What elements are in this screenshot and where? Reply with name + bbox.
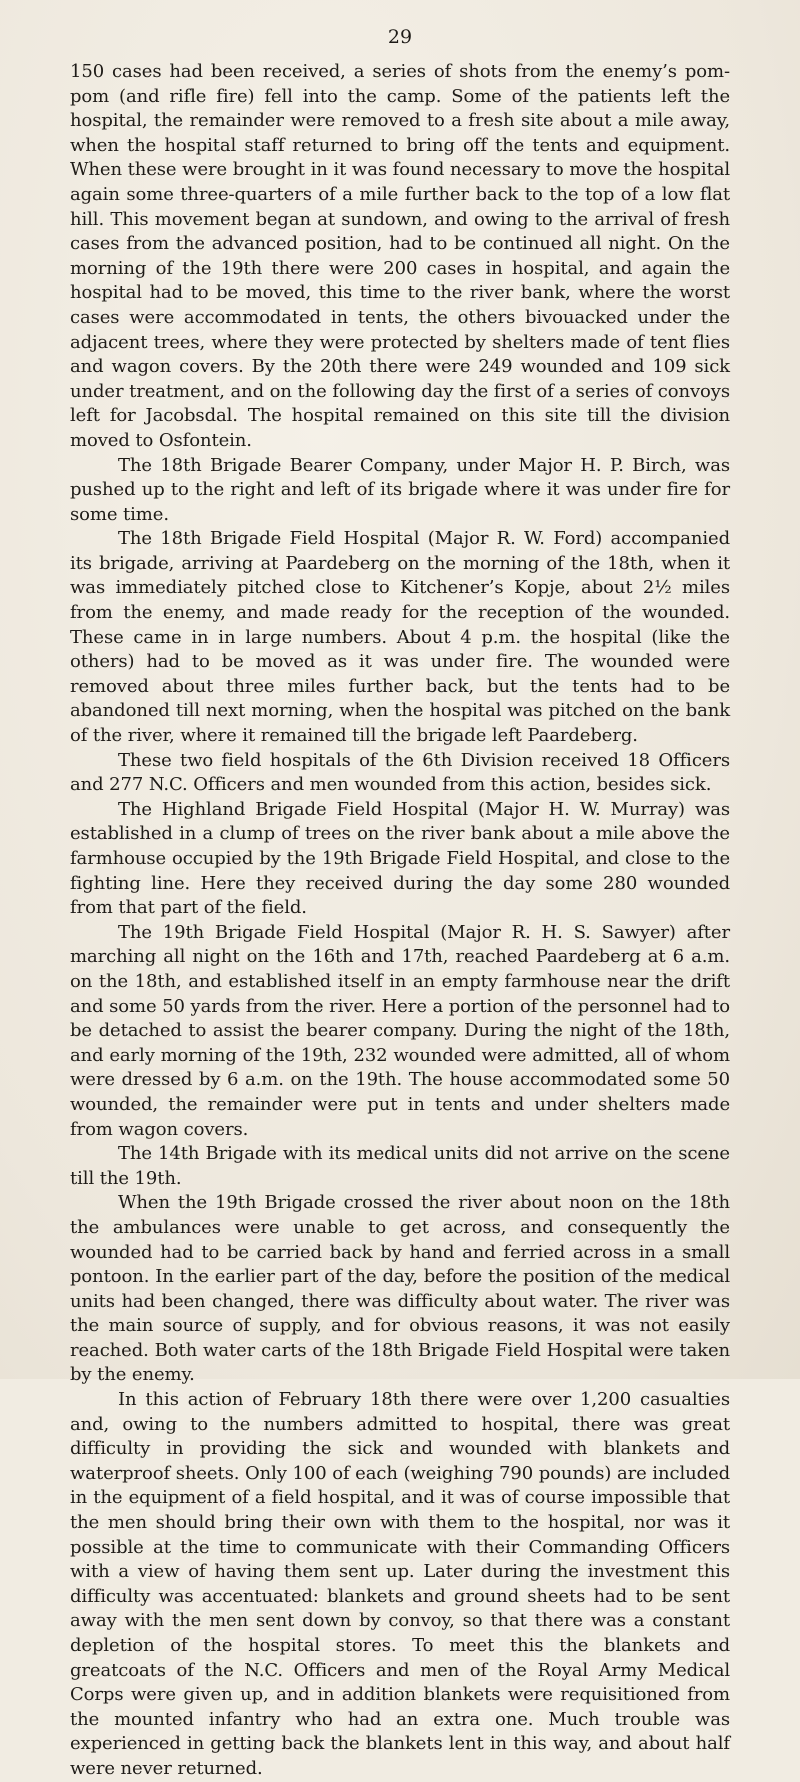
page-number: 29 [387,26,413,48]
paragraph-1: 150 cases had been received, a series of shots from the enemy’s pom-pom (and rifle fire) fell into the camp. Some of the patients left the hospital, the remainder were removed to a fresh site about a mile away, when the hospital staff returned to bring off the tents and equipment. When these were brought in it was found necessary to move the hospital again some three-quarters of a mile further back to the top of a low flat hill. This movement began at sundown, and owing to the arrival of fresh cases from the advanced position, had to be continued all night. On the morning of the 19th there were 200 cases in hospital, and again the hospital had to be moved, this time to the river bank, where the worst cases were accommodated in tents, the others bivouacked under the adjacent trees, where they were protected by shelters made of tent flies and wagon covers. By the 20th there were 249 wounded and 109 sick under treatment, and on the following day the first of a series of convoys left for Jacobsdal. The hospital remained on this site till the division moved to Osfontein. [70,61,730,451]
paragraph-6: The 19th Brigade Field Hospital (Major R. H. S. Sawyer) after marching all night on the 16th and 17th, reached Paardeberg at 6 a.m. on the 18th, and established itself in an empty farmhouse near the drift and some 50 yards from the river. Here a portion of the personnel had to be detached to assist the bearer company. During the night of the 18th, and early morning of the 19th, 232 wounded were admitted, all of whom were dressed by 6 a.m. on the 19th. The house accommodated some 50 wounded, the remainder were put in tents and under shelters made from wagon covers. [70,921,730,1140]
body-text [70,60,730,1782]
paragraph-5: The Highland Brigade Field Hospital (Major H. W. Murray) was established in a clump of trees on the river bank about a mile above the farmhouse occupied by the 19th Brigade Field Hospital, and close to the fighting line. Here they received during the day some 280 wounded from that part of the field. [70,798,730,919]
paragraph-8: When the 19th Brigade crossed the river about noon on the 18th the ambulances were unable to get across, and consequently the wounded had to be carried back by hand and ferried across in a small pontoon. In the earlier part of the day, before the position of the medical units had been changed, there was difficulty about water. The river was the main source of supply, and for obvious reasons, it was not easily reached. Both water carts of the 18th Brigade Field Hospital were taken by the enemy. [70,1192,730,1386]
paragraph-2: The 18th Brigade Bearer Company, under Major H. P. Birch, was pushed up to the right and left of its brigade where it was under fire for some time. [70,454,730,525]
paragraph-7: The 14th Brigade with its medical units did not arrive on the scene till the 19th. [70,1143,730,1189]
paragraph-4: These two field hospitals of the 6th Division received 18 Officers and 277 N.C. Officers and men wounded from this action, besides sick. [70,749,730,796]
paragraph-9: In this action of February 18th there were over 1,200 casualties and, owing to the numbers admitted to hospital, there was great difficulty in providing the sick and wounded with blankets and waterproof sheets. Only 100 of each (weighing 790 pounds) are included in the equipment of a field hospital, and it was of course impossible that the men should bring their own with them to the hospital, nor was it possible at the time to communicate with their Commanding Officers with a view of having them sent up. Later during the investment this difficulty was accentuated: blankets and ground sheets had to be sent away with the men sent down by convoy, so that there was a constant depletion of the hospital stores. To meet this the blankets and greatcoats of the N.C. Officers and men of the Royal Army Medical Corps were given up, and in addition blankets were requisitioned from the mounted infantry who had an extra one. Much trouble was experienced in getting back the blankets lent in this way, and about half were never returned. [70,1389,730,1779]
paragraph-3: The 18th Brigade Field Hospital (Major R. W. Ford) accompanied its brigade, arriving at Paardeberg on the morning of the 18th, when it was immediately pitched close to Kitchener’s Kopje, about 2½ miles from the enemy, and made ready for the reception of the wounded. These came in in large numbers. About 4 p.m. the hospital (like the others) had to be moved as it was under fire. The wounded were removed about three miles further back, but the tents had to be abandoned till next morning, when the hospital was pitched on the bank of the river, where it remained till the brigade left Paardeberg. [70,528,730,747]
